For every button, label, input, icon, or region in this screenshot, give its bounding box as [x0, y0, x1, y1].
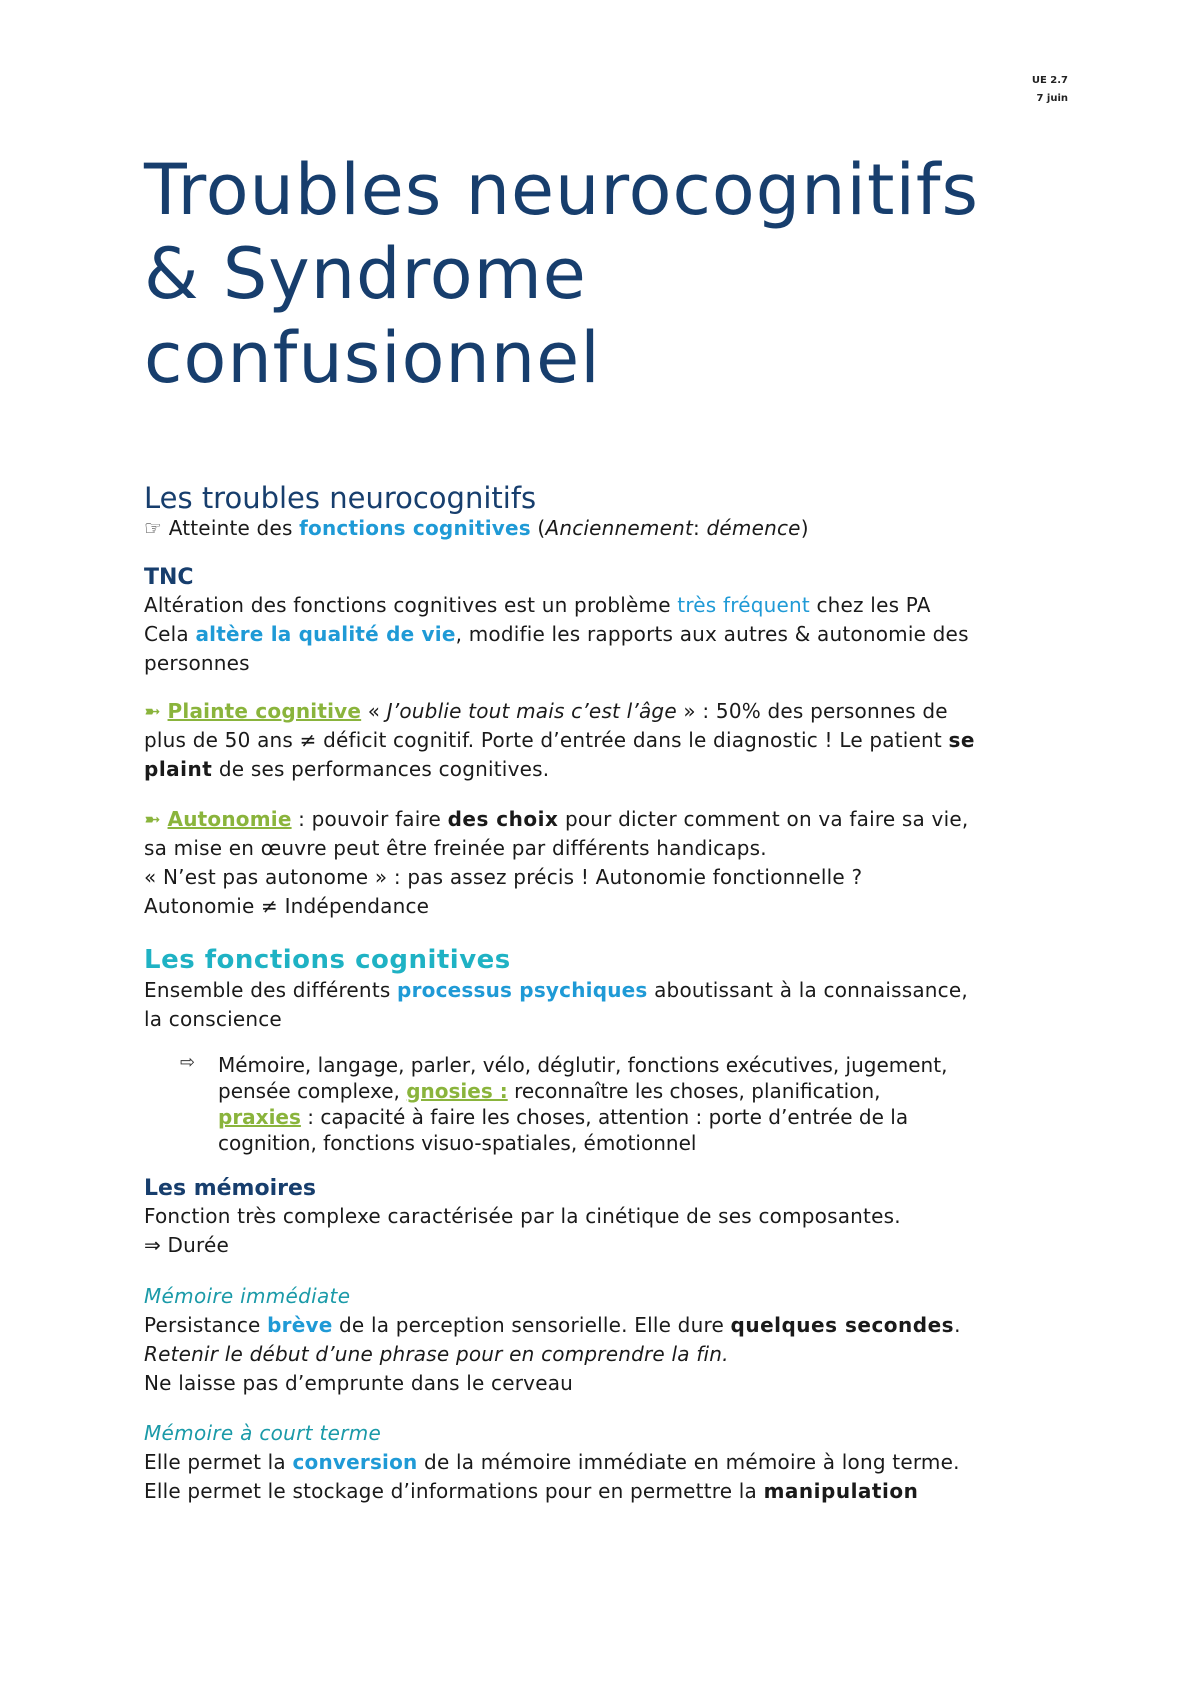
arrow-icon: ➼: [144, 699, 161, 723]
immediate-paragraph: Persistance brève de la perception sensorielle. Elle dure quelques secondes. Retenir le début d’une phrase pour en comprendre la fin. Ne laisse pas d’emprunte dans le cerveau: [144, 1313, 961, 1395]
heading-memoire-immediate: Mémoire immédiate: [144, 1284, 351, 1308]
court-terme-paragraph: Elle permet la conversion de la mémoire immédiate en mémoire à long terme. Elle permet le stockage d’informations pour en permettre la manipulation: [144, 1450, 960, 1503]
highlight-fonctions: fonctions cognitives: [299, 516, 531, 540]
term-plainte: Plainte cognitive: [167, 699, 362, 723]
heading-fonctions-cognitives: Les fonctions cognitives: [144, 945, 511, 975]
date: 7 juin: [1036, 93, 1068, 104]
heading-tnc: TNC: [144, 565, 194, 590]
heading-memoires: Les mémoires: [144, 1176, 316, 1201]
term-praxies: praxies: [218, 1105, 301, 1129]
title-line-1: Troubles neurocognitifs: [144, 149, 980, 231]
term-gnosies: gnosies :: [406, 1079, 508, 1103]
autonomie-paragraph: ➼ Autonomie : pouvoir faire des choix pour dicter comment on va faire sa vie, sa mise en œuvre peut être freinée par différents handicaps. « N’est pas autonome » : pas assez précis ! Autonomie fonctionnelle ? Autonomie ≠ Indépendance: [144, 807, 969, 918]
hand-pointing-icon: ☞: [144, 516, 163, 540]
memoires-paragraph: Fonction très complexe caractérisée par la cinétique de ses composantes. ⇒ Durée: [144, 1204, 901, 1257]
section-heading-troubles: Les troubles neurocognitifs: [144, 481, 537, 515]
bullet-text: Mémoire, langage, parler, vélo, déglutir, fonctions exécutives, jugement, pensée complexe, gnosies : reconnaître les choses, planification, praxies : capacité à faire les choses, attention : porte d’entrée de la cognition, fonctions visuo-spatiales, émotionnel: [218, 1053, 948, 1155]
arrow-icon: ➼: [144, 807, 161, 831]
heading-memoire-court-terme: Mémoire à court terme: [144, 1421, 382, 1445]
arrow-bullet-icon: ⇨: [180, 1052, 196, 1073]
document-title: [144, 148, 1064, 400]
plainte-paragraph: ➼ Plainte cognitive « J’oublie tout mais c’est l’âge » : 50% des personnes de plus de 50 ans ≠ déficit cognitif. Porte d’entrée dans le diagnostic ! Le patient se plaint de ses performances cognitives.: [144, 699, 975, 781]
title-line-3: confusionnel: [144, 317, 601, 399]
term-autonomie: Autonomie: [167, 807, 292, 831]
fonctions-paragraph: Ensemble des différents processus psychiques aboutissant à la connaissance, la conscience: [144, 978, 968, 1031]
title-line-2: & Syndrome: [144, 233, 587, 315]
course-code: UE 2.7: [1031, 75, 1068, 86]
section-intro: ☞ Atteinte des fonctions cognitives (Anciennement: démence): [144, 516, 809, 540]
header-corner: [1032, 72, 1068, 108]
tnc-paragraph: Altération des fonctions cognitives est un problème très fréquent chez les PA Cela altère la qualité de vie, modifie les rapports aux autres & autonomie des personnes: [144, 593, 969, 675]
